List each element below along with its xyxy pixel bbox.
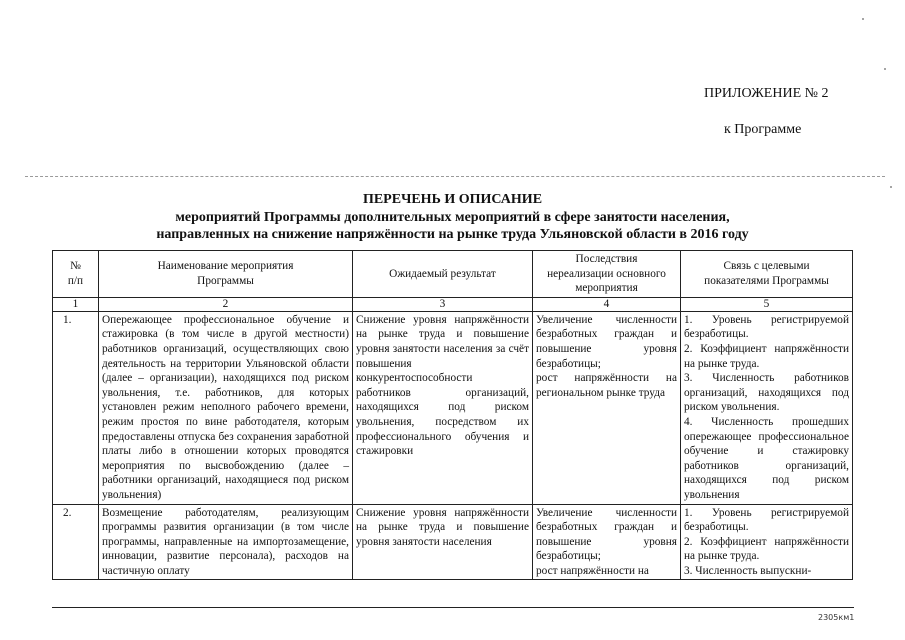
measures-table xyxy=(52,250,853,580)
column-number-row xyxy=(53,297,853,311)
header-cell-result: Ожидаемый результат xyxy=(353,251,533,298)
table-row xyxy=(53,504,853,580)
scan-artifact-line xyxy=(25,176,885,177)
consequences: Увеличение численности безработных граждан и повышение уровня безработицы; рост напряжённости на региональном рынке труда xyxy=(533,311,681,504)
table-row xyxy=(53,311,853,504)
column-number: 3 xyxy=(353,297,533,311)
header-cell-link: Связь с целевыми показателями Программы xyxy=(681,251,853,298)
document-stamp: 2305км1 xyxy=(818,613,855,622)
target-indicators: 1. Уровень регистрируемой безработицы. 2. Коэффициент напряжённости на рынке труда. 3. Численность выпускни- xyxy=(681,504,853,580)
column-number: 2 xyxy=(99,297,353,311)
document-title: ПЕРЕЧЕНЬ И ОПИСАНИЕ xyxy=(362,192,543,207)
scan-speck xyxy=(862,18,864,20)
row-number: 1. xyxy=(53,311,99,504)
document-subtitle-line-2: направленных на снижение напряжённости на рынке труда Ульяновской области в 2016 году xyxy=(156,227,749,242)
scan-speck xyxy=(884,68,886,70)
consequences: Увеличение численности безработных граждан и повышение уровня безработицы; рост напряжённости на xyxy=(533,504,681,580)
header-cell-number: № п/п xyxy=(53,251,99,298)
header-cell-consequences: Последствия нереализации основного мероприятия xyxy=(533,251,681,298)
scan-speck xyxy=(890,186,892,188)
target-indicators: 1. Уровень регистрируемой безработицы. 2. Коэффициент напряжённости на рынке труда. 3. Численность работников организаций, находящихся под риском увольнения. 4. Численность прошедших опережающее профессиональное обучение и стажировку работников организаций, находящихся под риском увольнения xyxy=(681,311,853,504)
measures-table-container xyxy=(52,250,854,608)
document-subtitle-line-1: мероприятий Программы дополнительных мероприятий в сфере занятости населения, xyxy=(175,210,730,225)
to-program-label: к Программе xyxy=(724,122,802,137)
appendix-label: ПРИЛОЖЕНИЕ № 2 xyxy=(704,86,829,101)
row-number: 2. xyxy=(53,504,99,580)
header-cell-name: Наименование мероприятия Программы xyxy=(99,251,353,298)
column-number: 5 xyxy=(681,297,853,311)
measure-name: Опережающее профессиональное обучение и стажировка (в том числе в другой местности) работников организаций, осуществляющих свою деятельность на территории Ульяновской области (далее – организации), находящихся под риском увольнения, т.е. работников, для которых установлен режим неполного рабочего времени, режим простоя по вине работодателя, которым предоставлены отпуска без сохранения заработной платы либо в отношении которых проводятся мероприятия по высвобождению (далее – работники организаций, находящиеся под риском увольнения) xyxy=(99,311,353,504)
column-number: 4 xyxy=(533,297,681,311)
expected-result: Снижение уровня напряжённости на рынке труда и повышение уровня занятости населения за счёт повышения конкурентоспособности работников организаций, находящихся под риском увольнения, посредством их профессионального обучения и стажировки xyxy=(353,311,533,504)
table-header-row xyxy=(53,251,853,298)
expected-result: Снижение уровня напряжённости на рынке труда и повышение уровня занятости населения xyxy=(353,504,533,580)
measure-name: Возмещение работодателям, реализующим программы развития организации (в том числе программы, направленные на импортозамещение, инновации, развитие персонала), расходов на частичную оплату xyxy=(99,504,353,580)
column-number: 1 xyxy=(53,297,99,311)
